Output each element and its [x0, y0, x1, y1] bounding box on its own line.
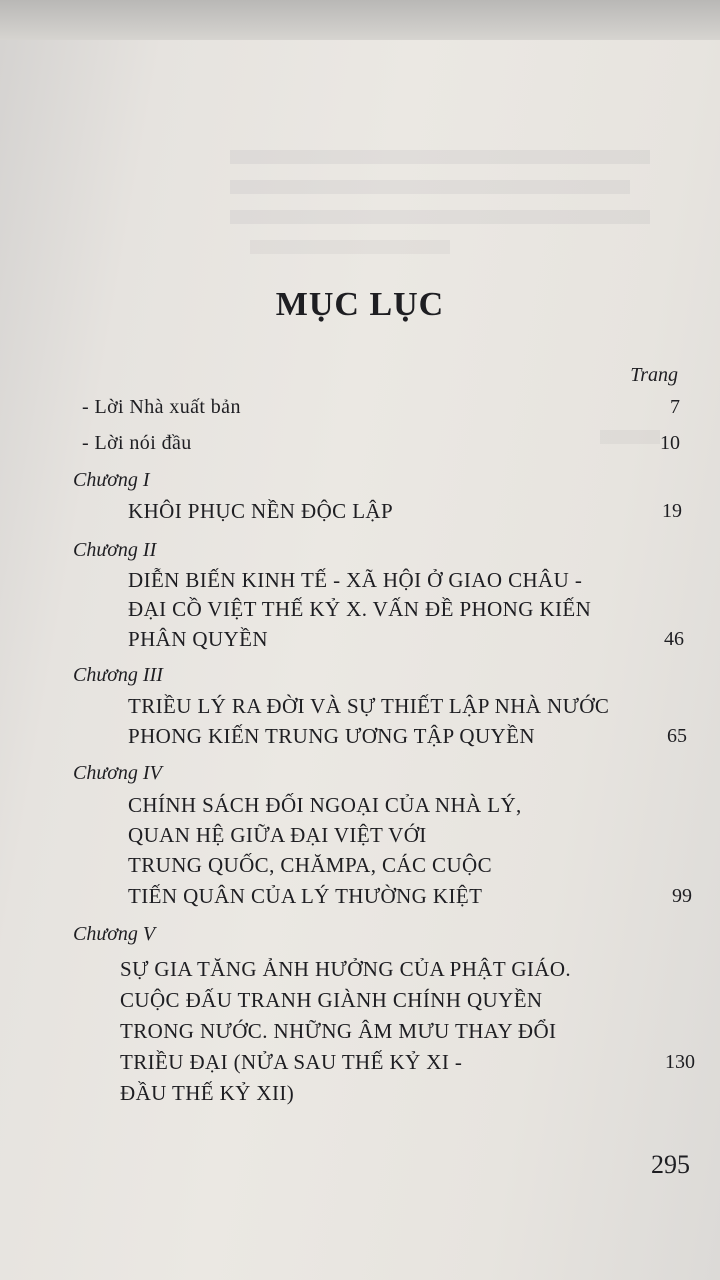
toc-entry-label: - Lời nói đầu: [82, 432, 192, 454]
chapter-heading: Chương V: [73, 923, 156, 945]
chapter-title-line: QUAN HỆ GIỮA ĐẠI VIỆT VỚI: [128, 823, 427, 847]
chapter-title-line: ĐẠI CỒ VIỆT THẾ KỶ X. VẤN ĐỀ PHONG KIẾN: [128, 597, 592, 621]
chapter-title-line: CHÍNH SÁCH ĐỐI NGOẠI CỦA NHÀ LÝ,: [128, 793, 522, 817]
toc-entry-page: 7: [670, 396, 680, 418]
toc-entry-page: 10: [660, 432, 680, 454]
chapter-title-line: TRIỀU ĐẠI (NỬA SAU THẾ KỶ XI -: [120, 1050, 463, 1074]
chapter-title-line: TRONG NƯỚC. NHỮNG ÂM MƯU THAY ĐỔI: [120, 1019, 557, 1043]
chapter-title-line: KHÔI PHỤC NỀN ĐỘC LẬP: [128, 499, 394, 523]
chapter-heading: Chương I: [73, 469, 150, 491]
toc-entry-page: 19: [662, 500, 682, 522]
chapter-title-line: DIỄN BIẾN KINH TẾ - XÃ HỘI Ở GIAO CHÂU -: [128, 568, 583, 592]
chapter-title-line: ĐẦU THẾ KỶ XII): [120, 1081, 295, 1105]
chapter-title-line: TRUNG QUỐC, CHĂMPA, CÁC CUỘC: [128, 853, 492, 877]
chapter-title-line: CUỘC ĐẤU TRANH GIÀNH CHÍNH QUYỀN: [120, 988, 543, 1012]
toc-entry-page: 65: [667, 725, 687, 747]
chapter-heading: Chương II: [73, 539, 157, 561]
chapter-title-line: PHÂN QUYỀN: [128, 627, 268, 651]
page-column-label: Trang: [630, 364, 678, 386]
chapter-heading: Chương IV: [73, 762, 162, 784]
page-title: MỤC LỤC: [275, 286, 445, 323]
toc-entry-page: 99: [672, 885, 692, 907]
chapter-title-line: SỰ GIA TĂNG ẢNH HƯỞNG CỦA PHẬT GIÁO.: [120, 957, 572, 981]
chapter-heading: Chương III: [73, 664, 163, 686]
chapter-title-line: TIẾN QUÂN CỦA LÝ THƯỜNG KIỆT: [128, 884, 483, 908]
chapter-title-line: PHONG KIẾN TRUNG ƯƠNG TẬP QUYỀN: [128, 724, 535, 748]
toc-entry-page: 46: [664, 628, 684, 650]
chapter-title-line: TRIỀU LÝ RA ĐỜI VÀ SỰ THIẾT LẬP NHÀ NƯỚC: [128, 694, 610, 718]
page-number: 295: [651, 1150, 690, 1179]
toc-entry-label: - Lời Nhà xuất bản: [82, 396, 241, 418]
toc-entry-page: 130: [665, 1051, 695, 1073]
page-top-edge: [0, 0, 720, 40]
